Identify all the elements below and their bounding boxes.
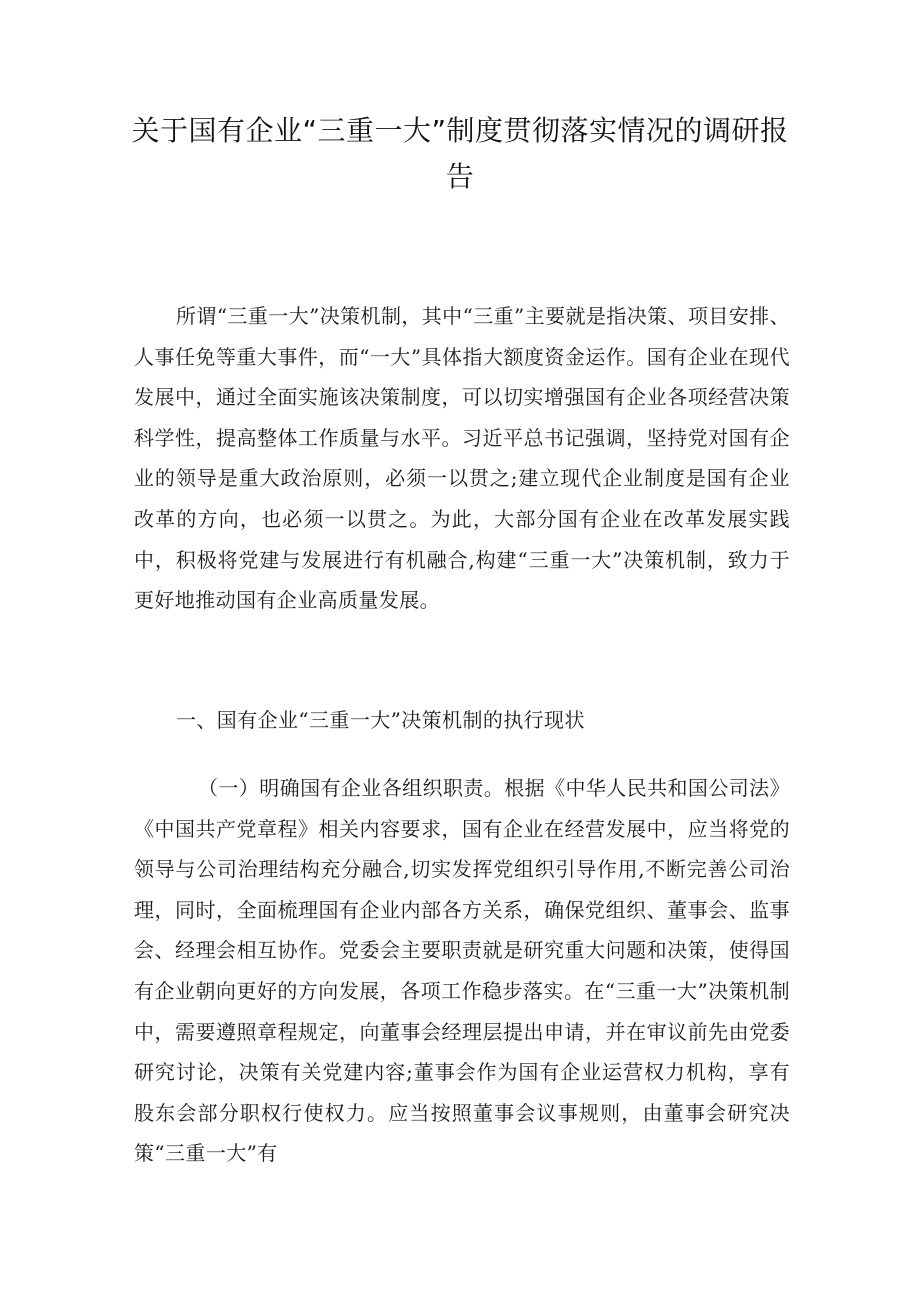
- subsection-paragraph: （一）明确国有企业各组织职责。根据《中华人民共和国公司法》《中国共产党章程》相关内容要求，国有企业在经营发展中，应当将党的领导与公司治理结构充分融合,切实发挥党组织引导作用,不断完善公司治理，同时，全面梳理国有企业内部各方关系，确保党组织、董事会、监事会、经理会相互协作。党委会主要职责就是研究重大问题和决策，使得国有企业朝向更好的方向发展，各项工作稳步落实。在“三重一大”决策机制中，需要遵照章程规定，向董事会经理层提出申请，并在审议前先由党委研究讨论，决策有关党建内容;董事会作为国有企业运营权力机构，享有股东会部分职权行使权力。应当按照董事会议事规则，由董事会研究决策“三重一大”有: [134, 776, 790, 1166]
- document-title: 关于国有企业“三重一大”制度贯彻落实情况的调研报告: [131, 114, 789, 193]
- intro-paragraph: 所谓“三重一大”决策机制，其中“三重”主要就是指决策、项目安排、人事任免等重大事件，而“一大”具体指大额度资金运作。国有企业在现代发展中，通过全面实施该决策制度，可以切实增强国有企业各项经营决策科学性，提高整体工作质量与水平。习近平总书记强调，坚持党对国有企业的领导是重大政治原则，必须一以贯之;建立现代企业制度是国有企业改革的方向，也必须一以贯之。为此，大部分国有企业在改革发展实践中，积极将党建与发展进行有机融合,构建“三重一大”决策机制，致力于更好地推动国有企业高质量发展。: [134, 304, 790, 613]
- section-heading: 一、国有企业“三重一大”决策机制的执行现状: [176, 708, 585, 732]
